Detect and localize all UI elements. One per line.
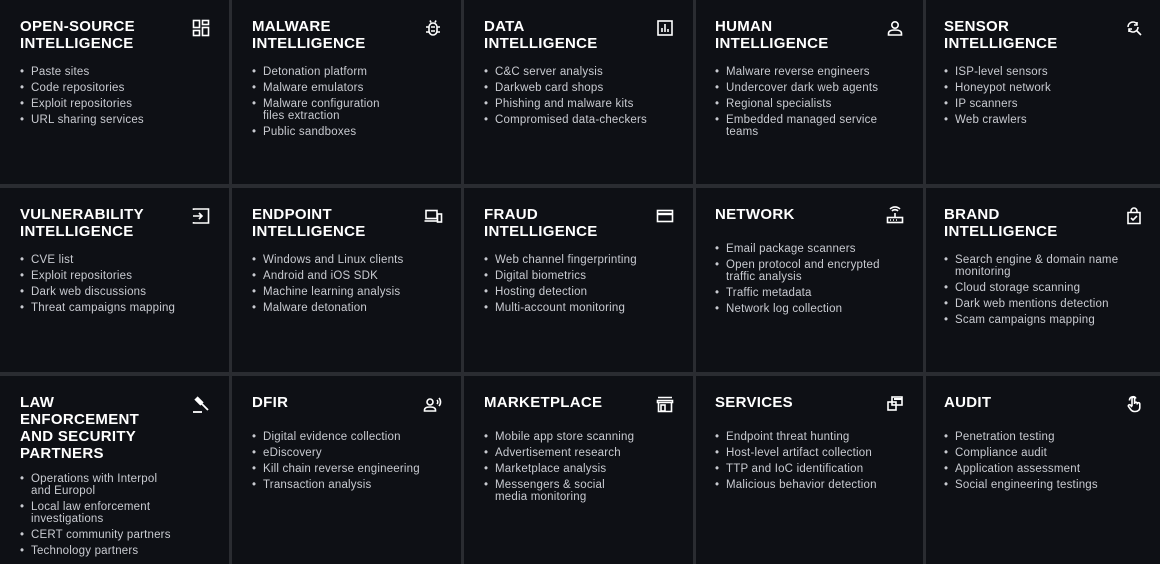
list-item: • Traffic metadata	[715, 287, 903, 299]
capability-card	[0, 0, 229, 184]
list-item: • Open protocol and encrypted traffic analysis	[715, 259, 903, 283]
capability-card	[464, 376, 693, 564]
card-item-list	[20, 66, 209, 126]
list-item: • eDiscovery	[252, 447, 441, 459]
list-item: • Marketplace analysis	[484, 463, 673, 475]
devices-icon	[423, 206, 443, 226]
list-item: • Embedded managed service teams	[715, 114, 903, 138]
list-item: • Malware detonation	[252, 302, 441, 314]
card-item-list	[715, 431, 903, 491]
card-title: SERVICES	[715, 394, 793, 411]
list-item: • CERT community partners	[20, 529, 209, 541]
list-item: • Malicious behavior detection	[715, 479, 903, 491]
list-item: • Search engine & domain name monitoring	[944, 254, 1142, 278]
list-item: • Penetration testing	[944, 431, 1142, 443]
card-title: BRAND INTELLIGENCE	[944, 206, 1058, 240]
list-item: • Exploit repositories	[20, 270, 209, 282]
list-item: • Kill chain reverse engineering	[252, 463, 441, 475]
list-item: • Malware reverse engineers	[715, 66, 903, 78]
list-item: • URL sharing services	[20, 114, 209, 126]
shopping-bag-icon	[1124, 206, 1144, 226]
list-item: • TTP and IoC identification	[715, 463, 903, 475]
list-item: • Phishing and malware kits	[484, 98, 673, 110]
capability-card	[0, 188, 229, 372]
bug-icon	[423, 18, 443, 38]
capability-card	[0, 376, 229, 564]
list-item: • Android and iOS SDK	[252, 270, 441, 282]
windows-stack-icon	[885, 394, 905, 414]
list-item: • Hosting detection	[484, 286, 673, 298]
card-item-list	[484, 431, 673, 503]
list-item: • Transaction analysis	[252, 479, 441, 491]
list-item: • Cloud storage scanning	[944, 282, 1142, 294]
router-icon	[885, 206, 905, 226]
card-title: MALWARE INTELLIGENCE	[252, 18, 366, 52]
list-item: • Honeypot network	[944, 82, 1142, 94]
card-title: VULNERABILITY INTELLIGENCE	[20, 206, 144, 240]
list-item: • IP scanners	[944, 98, 1142, 110]
card-item-list	[944, 431, 1142, 491]
list-item: • Technology partners	[20, 545, 209, 557]
list-item: • Network log collection	[715, 303, 903, 315]
capability-card	[696, 0, 923, 184]
card-item-list	[20, 473, 209, 557]
list-item: • Threat campaigns mapping	[20, 302, 209, 314]
card-title: OPEN-SOURCE INTELLIGENCE	[20, 18, 135, 52]
list-item: • Web channel fingerprinting	[484, 254, 673, 266]
card-item-list	[944, 254, 1142, 326]
list-item: • Multi-account monitoring	[484, 302, 673, 314]
list-item: • ISP-level sensors	[944, 66, 1142, 78]
card-title: AUDIT	[944, 394, 992, 411]
list-item: • Undercover dark web agents	[715, 82, 903, 94]
list-item: • Dark web mentions detection	[944, 298, 1142, 310]
card-item-list	[715, 243, 903, 315]
card-item-list	[484, 254, 673, 314]
capability-card	[232, 376, 461, 564]
list-item: • Host-level artifact collection	[715, 447, 903, 459]
card-item-list	[484, 66, 673, 126]
list-item: • C&C server analysis	[484, 66, 673, 78]
card-item-list	[252, 66, 441, 138]
list-item: • Code repositories	[20, 82, 209, 94]
card-title: ENDPOINT INTELLIGENCE	[252, 206, 366, 240]
grid-icon	[191, 18, 211, 38]
list-item: • Operations with Interpol and Europol	[20, 473, 209, 497]
list-item: • Malware emulators	[252, 82, 441, 94]
list-item: • Dark web discussions	[20, 286, 209, 298]
card-item-list	[252, 254, 441, 314]
list-item: • Compliance audit	[944, 447, 1142, 459]
list-item: • Advertisement research	[484, 447, 673, 459]
card-item-list	[715, 66, 903, 138]
list-item: • CVE list	[20, 254, 209, 266]
list-item: • Darkweb card shops	[484, 82, 673, 94]
list-item: • Malware configuration files extraction	[252, 98, 441, 122]
list-item: • Digital biometrics	[484, 270, 673, 282]
card-title: LAW ENFORCEMENT AND SECURITY PARTNERS	[20, 394, 140, 462]
capability-card	[926, 0, 1160, 184]
card-title: MARKETPLACE	[484, 394, 603, 411]
list-item: • Mobile app store scanning	[484, 431, 673, 443]
capability-card	[926, 376, 1160, 564]
list-item: • Digital evidence collection	[252, 431, 441, 443]
list-item: • Email package scanners	[715, 243, 903, 255]
person-icon	[885, 18, 905, 38]
list-item: • Detonation platform	[252, 66, 441, 78]
list-item: • Windows and Linux clients	[252, 254, 441, 266]
gavel-icon	[191, 394, 211, 414]
capability-card	[464, 188, 693, 372]
card-item-list	[252, 431, 441, 491]
list-item: • Regional specialists	[715, 98, 903, 110]
credit-card-icon	[655, 206, 675, 226]
list-item: • Exploit repositories	[20, 98, 209, 110]
touch-icon	[1124, 394, 1144, 414]
list-item: • Scam campaigns mapping	[944, 314, 1142, 326]
card-title: DFIR	[252, 394, 289, 411]
card-title: DATA INTELLIGENCE	[484, 18, 598, 52]
card-title: SENSOR INTELLIGENCE	[944, 18, 1058, 52]
list-item: • Machine learning analysis	[252, 286, 441, 298]
list-item: • Endpoint threat hunting	[715, 431, 903, 443]
store-icon	[655, 394, 675, 414]
card-title: NETWORK	[715, 206, 795, 223]
capability-card	[926, 188, 1160, 372]
card-title: HUMAN INTELLIGENCE	[715, 18, 829, 52]
list-item: • Local law enforcement investigations	[20, 501, 209, 525]
speaker-person-icon	[423, 394, 443, 414]
capability-card	[696, 376, 923, 564]
list-item: • Public sandboxes	[252, 126, 441, 138]
capability-card	[232, 0, 461, 184]
list-item: • Paste sites	[20, 66, 209, 78]
list-item: • Messengers & social media monitoring	[484, 479, 673, 503]
list-item: • Web crawlers	[944, 114, 1142, 126]
chart-icon	[655, 18, 675, 38]
capability-card	[464, 0, 693, 184]
search-sync-icon	[1124, 18, 1144, 38]
list-item: • Application assessment	[944, 463, 1142, 475]
login-icon	[191, 206, 211, 226]
capability-card	[696, 188, 923, 372]
list-item: • Compromised data-checkers	[484, 114, 673, 126]
card-item-list	[944, 66, 1142, 126]
capability-card	[232, 188, 461, 372]
card-title: FRAUD INTELLIGENCE	[484, 206, 598, 240]
list-item: • Social engineering testings	[944, 479, 1142, 491]
card-item-list	[20, 254, 209, 314]
